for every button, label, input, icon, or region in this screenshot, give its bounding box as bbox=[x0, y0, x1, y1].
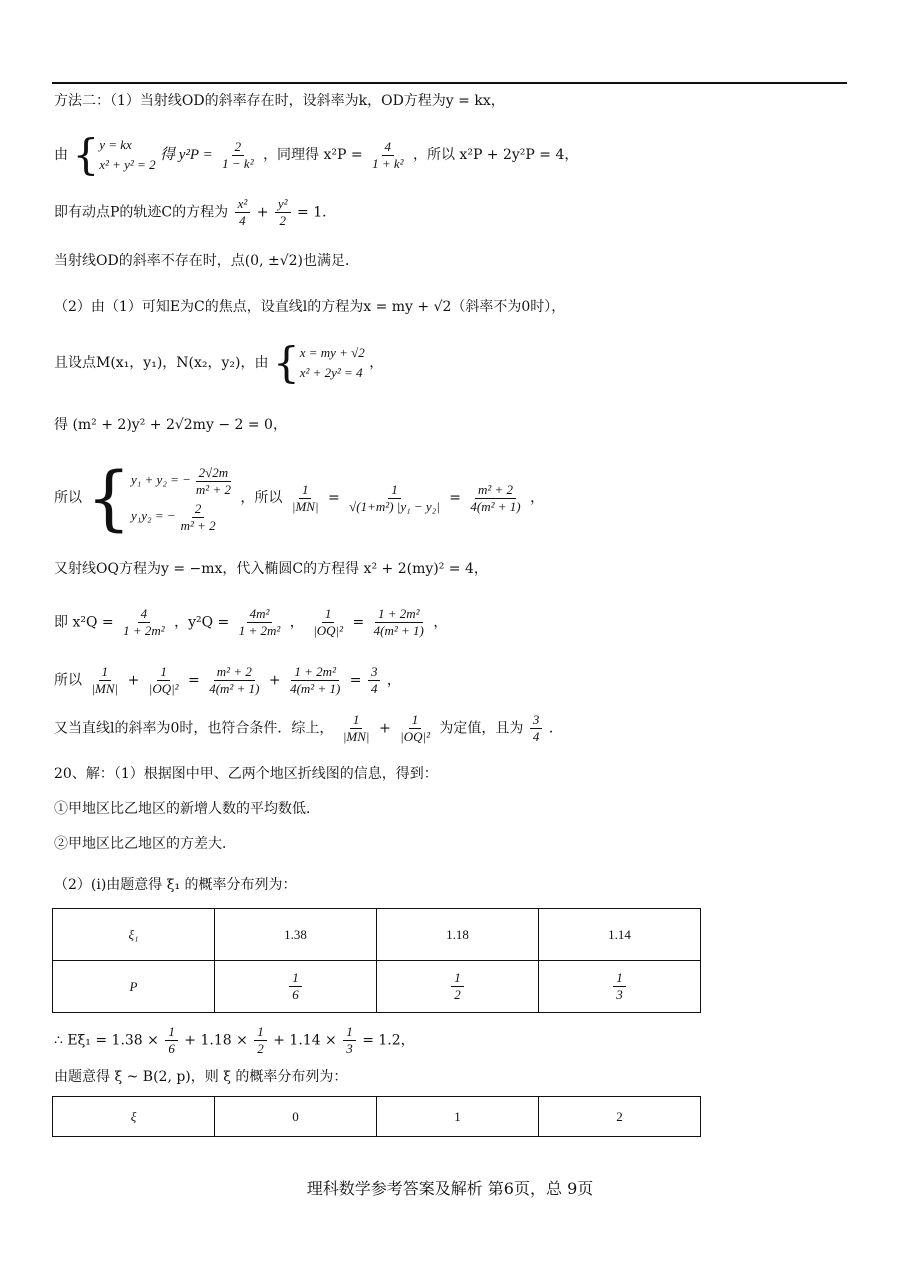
fraction: $\frac{3}{4}$ bbox=[530, 712, 543, 745]
line-oq-values bbox=[54, 606, 447, 639]
table-cell: $\frac{1}{3}$ bbox=[539, 961, 701, 1013]
line-part2-i bbox=[54, 876, 297, 894]
table-cell: 1.14 bbox=[539, 909, 701, 961]
line-quadratic bbox=[54, 416, 287, 434]
table-cell: 1.38 bbox=[215, 909, 377, 961]
text: 方法二：（1）当射线OD的斜率存在时，设斜率为k，OD方程为y = kx， bbox=[54, 93, 505, 109]
fraction: $\frac{\text{x²}}{4}$ bbox=[235, 196, 251, 229]
line-ray-oq bbox=[54, 560, 488, 578]
fraction: $\frac{\text{m² + 2}}{\text{4(m² + 1)}}$ bbox=[470, 481, 521, 514]
system-row: x² + 2y² = 4 bbox=[299, 365, 363, 380]
text: ， bbox=[369, 355, 384, 371]
text: 由 bbox=[54, 147, 68, 163]
fraction: $\frac{1}{3}$ bbox=[343, 1024, 356, 1057]
line-method2 bbox=[54, 92, 505, 110]
fraction: $\frac{1}{\text{|OQ|²}}$ bbox=[313, 606, 344, 638]
table-cell: P bbox=[53, 961, 215, 1013]
system-row: x² + y² = 2 bbox=[99, 157, 156, 172]
table-cell: ξ bbox=[53, 1097, 215, 1137]
text: ，y²Q = bbox=[174, 614, 230, 631]
table-cell: 1 bbox=[377, 1097, 539, 1137]
text: = bbox=[188, 672, 200, 689]
line-point2 bbox=[54, 835, 236, 853]
fraction: $\frac{1}{\text{√(1+m²) |y₁ − y₂|}}$ bbox=[349, 481, 440, 514]
line-system-od bbox=[54, 130, 579, 179]
text: = bbox=[352, 614, 365, 631]
distribution-table-xi1 bbox=[52, 908, 701, 1013]
fraction: $\frac{1}{|MN|}$ bbox=[291, 481, 319, 514]
text: 所以 bbox=[54, 672, 82, 689]
text: + bbox=[268, 672, 281, 689]
text: 得 (m² + 2)y² + 2√2my − 2 = 0， bbox=[54, 417, 287, 433]
table-cell: $\frac{1}{6}$ bbox=[215, 961, 377, 1013]
line-expectation bbox=[54, 1024, 415, 1057]
text: = 1.2， bbox=[362, 1032, 415, 1049]
text: ， bbox=[289, 614, 304, 631]
system-row: x = my + √2 bbox=[299, 345, 365, 360]
fraction: $\frac{\text{4m²}}{\text{1 + 2m²}}$ bbox=[238, 606, 281, 638]
fraction: $\frac{4}{\text{1 + k²}}$ bbox=[372, 138, 404, 171]
system-row: y = kx bbox=[99, 137, 132, 152]
line-sum bbox=[54, 664, 401, 697]
fraction: $\frac{3}{4}$ bbox=[368, 664, 381, 697]
text: = bbox=[349, 672, 362, 689]
table-cell: ξ₁ bbox=[53, 909, 215, 961]
system-row: y₁ + y₂ = − $\frac{2√2m}{\text{m² + 2}}$ bbox=[131, 464, 231, 497]
fraction: $\frac{\text{1 + 2m²}}{\text{4(m² + 1)}}$ bbox=[290, 664, 341, 696]
text: = bbox=[449, 490, 461, 506]
text: + bbox=[256, 204, 269, 221]
fraction: $\frac{1}{|MN|}$ bbox=[342, 712, 370, 744]
equation-system: { y = kx x² + y² = 2 bbox=[72, 130, 156, 179]
line-part2 bbox=[54, 298, 565, 316]
header-rule bbox=[52, 82, 847, 84]
text: 所以 bbox=[54, 490, 82, 506]
page-footer: 理科数学参考答案及解析 第6页，总 9页 bbox=[306, 1179, 594, 1198]
text: = bbox=[327, 490, 340, 506]
text: 由题意得 ξ ~ B(2, p)，则 ξ 的概率分布列为： bbox=[54, 1069, 348, 1085]
text: 且设点M(x₁，y₁)，N(x₂，y₂)，由 bbox=[54, 355, 269, 371]
line-binomial bbox=[54, 1068, 347, 1086]
fraction: $\frac{4}{\text{1 + 2m²}}$ bbox=[123, 606, 165, 638]
line-problem20 bbox=[54, 765, 438, 783]
line-ellipse-equation bbox=[54, 196, 336, 229]
text: ． bbox=[548, 720, 563, 737]
text: 20、解：（1）根据图中甲、乙两个地区折线图的信息，得到： bbox=[54, 766, 438, 782]
text: 即有动点P的轨迹C的方程为 bbox=[54, 204, 229, 221]
text: ②甲地区比乙地区的方差大． bbox=[54, 836, 236, 852]
line-points-mn bbox=[54, 338, 384, 387]
text: + 1.18 × bbox=[184, 1032, 248, 1049]
text: ， bbox=[530, 490, 545, 506]
text: + bbox=[127, 672, 140, 689]
fraction: $\frac{\text{y²}}{2}$ bbox=[275, 196, 291, 229]
text: （2）(i)由题意得 ξ₁ 的概率分布列为： bbox=[54, 877, 297, 893]
fraction: $\frac{1}{2}$ bbox=[254, 1024, 267, 1057]
text: ∴ Eξ₁ = 1.38 × bbox=[54, 1032, 159, 1049]
text: + 1.14 × bbox=[273, 1032, 337, 1049]
text: + bbox=[378, 720, 391, 737]
text: 得 y²P = bbox=[160, 147, 213, 163]
text: 又射线OQ方程为y = −mx，代入椭圆C的方程得 x² + 2(my)² = 4， bbox=[54, 561, 488, 577]
system-row: y₁y₂ = − $\frac{2}{\text{m² + 2}}$ bbox=[131, 500, 216, 533]
fraction: $\frac{\text{1 + 2m²}}{\text{4(m² + 1)}}$ bbox=[373, 606, 424, 638]
line-vertical-case bbox=[54, 252, 359, 270]
fraction: $\frac{1}{6}$ bbox=[165, 1024, 178, 1057]
text: ， bbox=[433, 614, 448, 631]
text: ①甲地区比乙地区的新增人数的平均数低． bbox=[54, 801, 320, 817]
text: ，所以 bbox=[240, 490, 283, 506]
table-cell: 0 bbox=[215, 1097, 377, 1137]
fraction: $\frac{2}{\text{1 − k²}}$ bbox=[222, 138, 254, 171]
text: ， bbox=[386, 672, 401, 689]
text: ，所以 x²P + 2y²P = 4， bbox=[412, 147, 579, 163]
fraction: $\frac{\text{m² + 2}}{\text{4(m² + 1)}}$ bbox=[209, 664, 260, 696]
line-conclusion bbox=[54, 712, 563, 745]
line-point1 bbox=[54, 800, 320, 818]
text: 为定值，且为 bbox=[439, 720, 524, 737]
text: 又当直线l的斜率为0时，也符合条件．综上， bbox=[54, 720, 334, 737]
fraction: $\frac{1}{\text{|OQ|²}}$ bbox=[148, 664, 179, 696]
fraction: $\frac{1}{\text{|OQ|²}}$ bbox=[400, 712, 430, 744]
text: 即 x²Q = bbox=[54, 614, 114, 631]
table-cell: 2 bbox=[539, 1097, 701, 1137]
text: ，同理得 x²P = bbox=[263, 147, 363, 163]
text: 当射线OD的斜率不存在时，点(0, ±√2)也满足． bbox=[54, 253, 359, 269]
equation-system: { x = my + √2 x² + 2y² = 4 bbox=[272, 338, 365, 387]
distribution-table-xi bbox=[52, 1096, 701, 1137]
line-vieta bbox=[54, 457, 545, 539]
table-cell: $\frac{1}{2}$ bbox=[377, 961, 539, 1013]
text: = 1． bbox=[297, 204, 337, 221]
table-cell: 1.18 bbox=[377, 909, 539, 961]
equation-system: { y₁ + y₂ = − $\frac{2√2m}{\text{m² + 2}}$ y₁y₂ = − $\frac{2}{\text{m² + 2}}$ bbox=[86, 462, 236, 534]
text: （2）由（1）可知E为C的焦点，设直线l的方程为x = my + √2（斜率不为0时）， bbox=[54, 299, 566, 315]
fraction: $\frac{1}{|MN|}$ bbox=[91, 664, 119, 696]
